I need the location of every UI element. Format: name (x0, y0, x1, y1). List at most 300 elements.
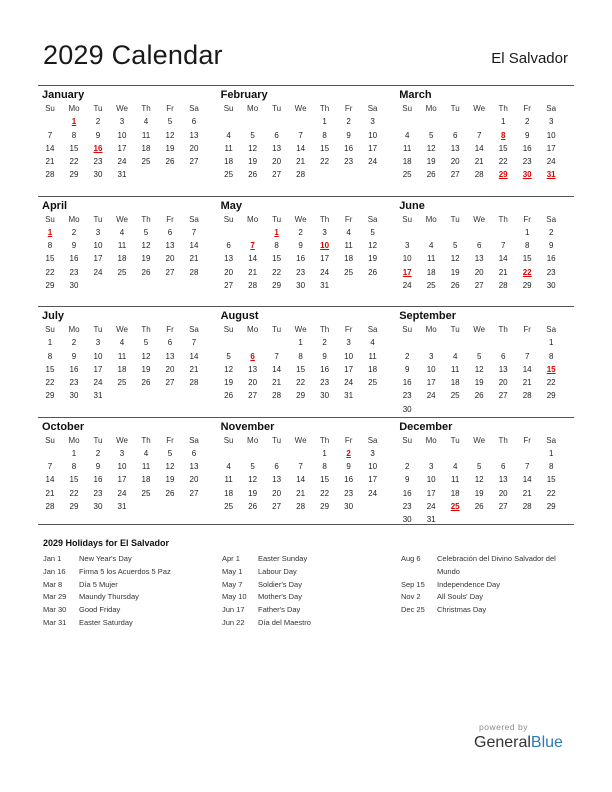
calendar-day: 4 (143, 117, 149, 127)
brand-logo-general: General (474, 734, 531, 751)
holiday-item (222, 617, 311, 630)
calendar-day: 18 (402, 157, 412, 167)
calendar-day: 27 (272, 501, 282, 511)
calendar-day: 7 (191, 338, 197, 348)
holiday-date: Jun 17 (222, 605, 245, 615)
empty-day (539, 182, 563, 195)
calendar-day: 28 (272, 391, 282, 401)
calendar-day: 19 (165, 475, 175, 485)
calendar-day: 19 (165, 143, 175, 153)
calendar-day: 15 (45, 254, 55, 264)
calendar-day: 7 (476, 130, 482, 140)
holiday-name: Firma 5 los Acuerdos 5 Paz (79, 566, 171, 576)
weekday-header: Mo (68, 214, 80, 224)
month-name: November (220, 420, 275, 433)
calendar-day: 12 (368, 241, 378, 251)
weekday-header: Su (402, 435, 413, 445)
month-name: September (399, 310, 457, 322)
weekday-header: Sa (189, 214, 199, 224)
weekday-header: Su (45, 435, 55, 445)
calendar-day: 26 (474, 391, 484, 401)
empty-day (217, 403, 241, 416)
empty-day (361, 403, 385, 416)
weekday-header: Fr (523, 325, 531, 334)
weekday-header: Fr (166, 104, 174, 113)
calendar-day: 14 (522, 475, 532, 485)
calendar-day: 21 (296, 488, 306, 498)
calendar-day: 29 (272, 280, 282, 290)
empty-day (515, 403, 539, 416)
holiday-item (222, 591, 311, 604)
weekday-header: Tu (93, 104, 103, 113)
calendar-day: 26 (368, 267, 378, 277)
holiday-name: New Year's Day (79, 554, 132, 563)
holiday-item (401, 553, 556, 566)
empty-day (265, 182, 289, 195)
empty-day (313, 403, 337, 416)
holiday-item (43, 566, 171, 579)
empty-day (289, 403, 313, 416)
calendar-day: 4 (119, 227, 125, 237)
calendar-day: 22 (45, 378, 55, 388)
empty-day (134, 182, 158, 195)
weekday-header: Th (319, 325, 330, 334)
calendar-day: 14 (189, 241, 199, 251)
calendar-day: 9 (71, 241, 77, 251)
calendar-day: 26 (141, 267, 151, 277)
weekday-header: Tu (272, 325, 282, 334)
empty-day (395, 182, 419, 195)
weekday-header: Th (498, 214, 508, 224)
calendar-day: 6 (167, 338, 173, 348)
empty-day (419, 182, 443, 195)
empty-day (491, 292, 515, 305)
calendar-day: 28 (296, 501, 306, 511)
empty-day (158, 182, 182, 195)
calendar-day: 21 (498, 267, 508, 277)
calendar-day: 4 (143, 448, 149, 458)
calendar-day: 25 (117, 378, 127, 388)
empty-day (217, 182, 241, 195)
calendar-day: 29 (320, 501, 330, 511)
empty-day (337, 182, 361, 195)
empty-day (337, 403, 361, 416)
calendar-day: 15 (69, 475, 79, 485)
weekday-header: Th (141, 435, 151, 445)
calendar-day: 8 (274, 241, 279, 251)
weekday-header: Fr (344, 325, 353, 334)
calendar-day: 14 (296, 475, 306, 485)
weekday-header: Th (498, 325, 508, 334)
empty-day (289, 115, 313, 128)
calendar-day: 6 (500, 351, 506, 361)
calendar-day: 13 (474, 254, 484, 264)
calendar-day: 20 (272, 157, 282, 167)
holiday-day: 29 (498, 170, 508, 180)
calendar-day: 23 (320, 378, 330, 388)
calendar-day: 20 (165, 364, 175, 374)
holidays-title: 2029 Holidays for El Salvador (43, 538, 170, 548)
weekday-header: We (116, 214, 128, 224)
holiday-date: Mar 31 (43, 617, 67, 627)
calendar-day: 1 (71, 448, 77, 458)
month-name: May (220, 199, 242, 212)
calendar-day: 7 (47, 130, 53, 140)
empty-day (337, 168, 361, 181)
month-name: July (42, 310, 65, 322)
calendar-day: 29 (45, 280, 55, 290)
weekday-header: Mo (247, 325, 259, 334)
calendar-day: 20 (272, 488, 282, 498)
calendar-day: 24 (546, 157, 556, 167)
calendar-day: 13 (165, 351, 175, 361)
calendar-day: 3 (119, 117, 125, 127)
calendar-day: 26 (248, 170, 258, 180)
calendar-day: 31 (117, 170, 127, 180)
calendar-day: 9 (71, 351, 77, 361)
calendar-day: 11 (117, 241, 127, 251)
calendar-day: 8 (322, 462, 327, 472)
calendar-day: 22 (546, 488, 556, 498)
calendar-day: 16 (69, 364, 79, 374)
calendar-day: 14 (522, 364, 532, 374)
holiday-name: Labour Day (258, 566, 297, 576)
calendar-day: 19 (141, 364, 151, 374)
calendar-day: 2 (95, 117, 101, 127)
empty-day (241, 336, 265, 349)
empty-day (241, 447, 265, 460)
calendar-day: 21 (189, 364, 199, 374)
empty-day (395, 292, 419, 305)
empty-day (443, 403, 467, 416)
calendar-day: 17 (426, 378, 436, 388)
calendar-day: 6 (500, 462, 506, 472)
month-april (38, 197, 217, 307)
calendar-day: 19 (141, 254, 151, 264)
calendar-day: 3 (404, 241, 410, 251)
calendar-day: 8 (47, 351, 53, 361)
holiday-day: 30 (522, 170, 532, 180)
holiday-item (401, 566, 556, 579)
calendar-day: 2 (298, 227, 303, 237)
calendar-day: 10 (93, 351, 103, 361)
calendar-day: 29 (546, 391, 556, 401)
empty-day (265, 292, 289, 305)
calendar-day: 10 (117, 130, 127, 140)
powered-by-text: powered by (479, 722, 528, 732)
calendar-day: 6 (226, 241, 231, 251)
calendar-day: 16 (344, 475, 354, 485)
calendar-day: 21 (272, 378, 282, 388)
calendar-day: 19 (248, 157, 258, 167)
holiday-date: May 7 (222, 579, 243, 589)
calendar-day: 21 (248, 267, 258, 277)
calendar-day: 4 (428, 241, 434, 251)
empty-day (134, 389, 158, 402)
calendar-day: 9 (95, 462, 101, 472)
empty-day (110, 279, 134, 292)
empty-day (38, 292, 62, 305)
calendar-day: 9 (298, 241, 303, 251)
calendar-day: 13 (498, 364, 508, 374)
weekday-header: Mo (425, 325, 437, 334)
calendar-day: 6 (274, 130, 279, 140)
holiday-day: 2 (346, 448, 351, 458)
calendar-day: 7 (524, 351, 530, 361)
calendar-day: 13 (165, 241, 175, 251)
holiday-day: 16 (93, 143, 103, 153)
calendar-day: 29 (45, 391, 55, 401)
empty-day (182, 292, 206, 305)
calendar-day: 3 (95, 338, 101, 348)
empty-day (158, 500, 182, 513)
brand-logo[interactable] (474, 734, 563, 752)
weekday-header: Fr (166, 214, 174, 224)
calendar-day: 23 (69, 378, 79, 388)
calendar-day: 10 (546, 130, 556, 140)
calendar-day: 6 (476, 241, 482, 251)
calendar-day: 8 (548, 462, 554, 472)
holiday-date: Sep 15 (401, 579, 425, 589)
calendar-day: 27 (272, 170, 282, 180)
holiday-item (43, 591, 171, 604)
calendar-day: 11 (451, 475, 460, 485)
calendar-day: 3 (119, 448, 125, 458)
empty-day (265, 403, 289, 416)
holiday-date: Jan 1 (43, 554, 62, 563)
empty-day (289, 447, 313, 460)
empty-day (419, 292, 443, 305)
calendar-day: 25 (344, 267, 354, 277)
calendar-day: 11 (344, 241, 353, 251)
calendar-day: 24 (320, 267, 330, 277)
month-row (38, 417, 574, 528)
calendar-day: 11 (368, 351, 377, 361)
empty-day (110, 403, 134, 416)
calendar-day: 7 (298, 462, 303, 472)
holiday-name: Father's Day (258, 605, 301, 615)
empty-day (467, 336, 491, 349)
calendar-day: 5 (428, 130, 434, 140)
calendar-day: 12 (248, 475, 258, 485)
empty-day (38, 182, 62, 195)
calendar-day: 8 (322, 130, 327, 140)
calendar-day: 15 (546, 475, 556, 485)
calendar-day: 22 (320, 488, 330, 498)
weekday-header: Tu (450, 104, 460, 113)
holiday-date: Jun 22 (222, 617, 245, 627)
calendar-day: 3 (548, 117, 554, 127)
calendar-day: 23 (296, 267, 306, 277)
empty-day (182, 168, 206, 181)
calendar-day: 24 (402, 280, 412, 290)
weekday-header: Tu (450, 214, 460, 224)
weekday-header: Su (402, 214, 413, 224)
calendar-day: 11 (451, 364, 460, 374)
calendar-day: 21 (45, 488, 55, 498)
calendar-day: 15 (320, 475, 330, 485)
calendar-day: 16 (344, 143, 354, 153)
weekday-header: Sa (367, 325, 378, 334)
holiday-item (222, 579, 311, 592)
empty-day (395, 447, 419, 460)
calendar-day: 31 (117, 501, 127, 511)
empty-day (217, 336, 241, 349)
page-title: 2029 Calendar (43, 40, 223, 70)
calendar-day: 9 (404, 475, 410, 485)
calendar-day: 3 (428, 462, 434, 472)
empty-day (443, 115, 467, 128)
empty-day (361, 292, 385, 305)
calendar-day: 26 (248, 501, 258, 511)
weekday-header: Fr (344, 104, 353, 113)
calendar-day: 19 (474, 378, 484, 388)
calendar-day: 3 (322, 227, 327, 237)
holiday-date: Mar 8 (43, 579, 63, 589)
holiday-day: 25 (450, 501, 460, 511)
weekday-header: Su (45, 104, 55, 113)
weekday-header: Mo (425, 104, 437, 113)
weekday-header: Su (223, 214, 234, 224)
weekday-header: We (473, 104, 486, 113)
calendar-day: 1 (524, 227, 530, 237)
calendar-day: 24 (93, 267, 103, 277)
holiday-date: Aug 6 (401, 554, 421, 563)
calendar-day: 20 (498, 488, 508, 498)
calendar-day: 27 (248, 391, 258, 401)
calendar-day: 12 (474, 475, 484, 485)
weekday-header: We (473, 214, 486, 224)
empty-day (467, 403, 491, 416)
calendar-day: 8 (71, 462, 77, 472)
weekday-header: Tu (272, 435, 282, 445)
calendar-day: 8 (71, 130, 77, 140)
calendar-day: 27 (498, 501, 508, 511)
weekday-header: Fr (523, 214, 531, 224)
calendar-day: 4 (452, 462, 458, 472)
weekday-header: Mo (425, 435, 437, 445)
calendar-day: 14 (296, 143, 306, 153)
calendar-day: 17 (426, 488, 436, 498)
month-july (38, 307, 217, 417)
weekday-header: We (116, 104, 128, 113)
month-name: January (42, 89, 85, 101)
calendar-day: 17 (368, 143, 378, 153)
month-row (38, 306, 574, 417)
empty-day (158, 292, 182, 305)
calendar-day: 5 (226, 351, 231, 361)
calendar-day: 18 (450, 378, 460, 388)
holiday-list-column (222, 553, 311, 630)
holiday-name: Soldier's Day (258, 579, 302, 589)
calendar-day: 14 (45, 143, 55, 153)
calendar-day: 23 (93, 157, 103, 167)
calendar-day: 19 (368, 254, 378, 264)
holiday-name: All Souls' Day (437, 592, 484, 602)
calendar-day: 4 (452, 351, 458, 361)
empty-day (110, 182, 134, 195)
weekday-header: We (116, 435, 128, 445)
weekday-header: Sa (367, 104, 378, 113)
calendar-day: 5 (167, 448, 173, 458)
calendar-day: 13 (189, 462, 199, 472)
calendar-day: 7 (500, 241, 506, 251)
calendar-day: 27 (450, 170, 460, 180)
calendar-day: 23 (402, 391, 412, 401)
empty-day (182, 182, 206, 195)
calendar-day: 15 (320, 143, 330, 153)
calendar-day: 15 (45, 364, 55, 374)
weekday-header: Sa (189, 104, 199, 113)
calendar-day: 26 (224, 391, 234, 401)
calendar-day: 23 (402, 501, 412, 511)
calendar-day: 31 (426, 515, 436, 525)
empty-day (265, 447, 289, 460)
calendar-day: 13 (189, 130, 199, 140)
weekday-header: Mo (247, 104, 259, 113)
calendar-day: 2 (404, 351, 410, 361)
calendar-day: 2 (71, 338, 77, 348)
weekday-header: Sa (367, 214, 378, 224)
calendar-day: 6 (167, 227, 173, 237)
calendar-day: 26 (426, 170, 436, 180)
empty-day (182, 389, 206, 402)
calendar-day: 5 (143, 227, 149, 237)
empty-day (419, 226, 443, 239)
calendar-day: 7 (524, 462, 530, 472)
empty-day (265, 115, 289, 128)
calendar-day: 30 (93, 170, 103, 180)
calendar-day: 14 (248, 254, 258, 264)
calendar-day: 1 (500, 117, 506, 127)
empty-day (491, 182, 515, 195)
calendar-day: 18 (224, 157, 234, 167)
empty-day (217, 447, 241, 460)
holiday-item (222, 566, 311, 579)
calendar-day: 28 (45, 501, 55, 511)
holiday-list-column (401, 553, 556, 617)
calendar-day: 25 (224, 170, 234, 180)
calendar-day: 30 (546, 280, 556, 290)
month-november (217, 418, 396, 528)
empty-day (515, 447, 539, 460)
calendar-day: 17 (320, 254, 330, 264)
weekday-header: Su (45, 325, 55, 334)
weekday-header: Fr (344, 435, 353, 445)
calendar-day: 2 (548, 227, 554, 237)
brand-logo-blue: Blue (530, 734, 563, 751)
weekday-header: Th (498, 104, 508, 113)
month-name: October (42, 420, 85, 433)
calendar-day: 30 (69, 280, 79, 290)
calendar-day: 6 (191, 117, 197, 127)
calendar-day: 22 (272, 267, 282, 277)
calendar-day: 1 (322, 448, 327, 458)
calendar-day: 18 (368, 364, 378, 374)
calendar-day: 22 (69, 157, 79, 167)
calendar-day: 18 (426, 267, 436, 277)
calendar-day: 1 (298, 338, 303, 348)
weekday-header: Th (319, 214, 330, 224)
calendar-day: 28 (522, 391, 532, 401)
empty-day (217, 292, 241, 305)
empty-day (182, 403, 206, 416)
calendar-day: 28 (474, 170, 484, 180)
calendar-day: 27 (189, 488, 199, 498)
calendar-day: 7 (191, 227, 197, 237)
weekday-header: Sa (546, 435, 557, 445)
holiday-date: Jan 16 (43, 566, 66, 576)
